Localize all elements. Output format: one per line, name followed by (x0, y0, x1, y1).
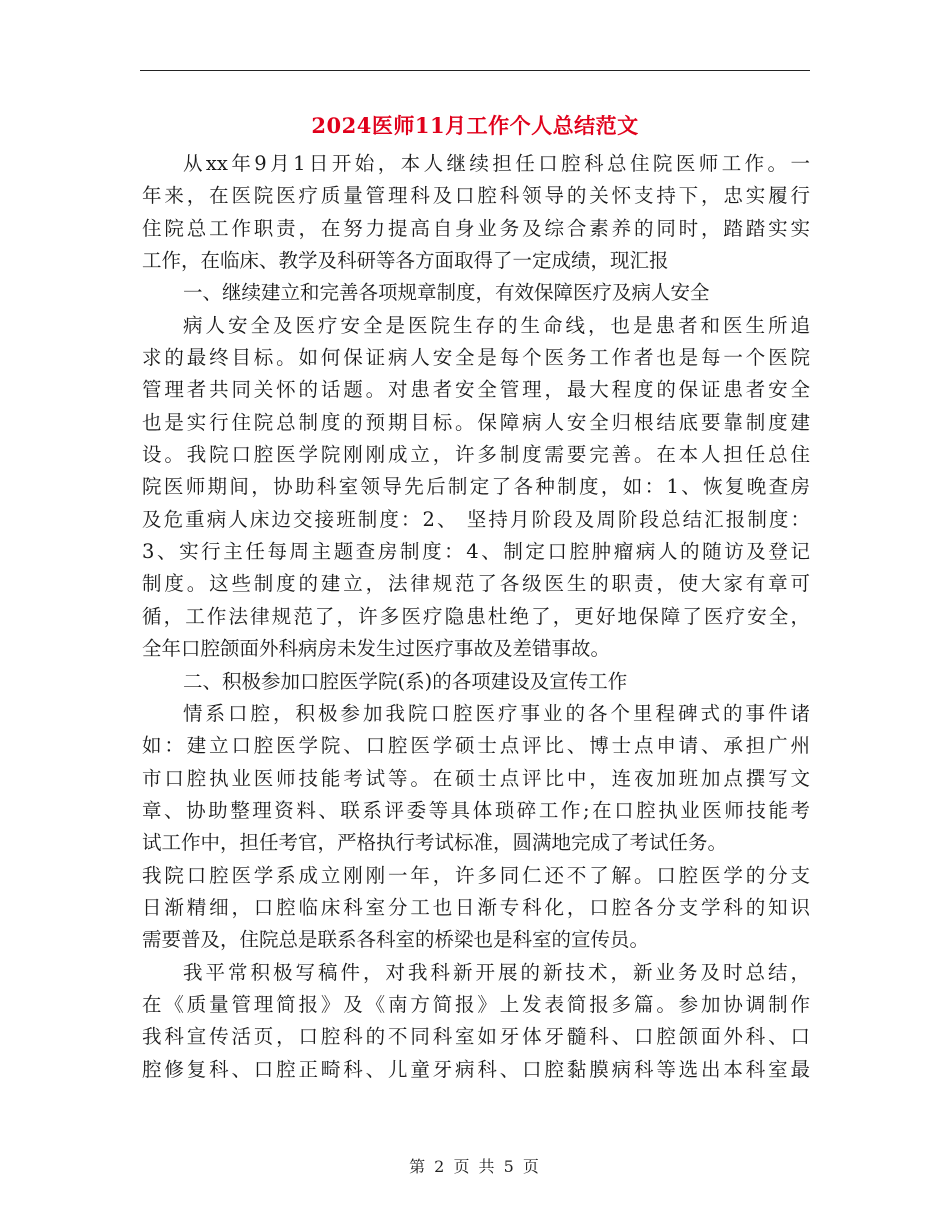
text-line: 从xx年9月1日开始，本人继续担任口腔科总住院医师工作。一 (183, 152, 810, 175)
text-line: 及危重病人床边交接班制度：2、 坚持月阶段及周阶段总结汇报制度： (142, 507, 810, 531)
text-line: 也是实行住院总制度的预期目标。保障病人安全归根结底要靠制度建 (142, 410, 810, 434)
text-line: 住院总工作职责，在努力提高自身业务及综合素养的同时，踏踏实实 (142, 216, 810, 240)
text-line: 在《质量管理简报》及《南方简报》上发表简报多篇。参加协调制作 (142, 992, 810, 1016)
text-line: 院医师期间，协助科室领导先后制定了各种制度，如：1、恢复晚查房 (142, 475, 810, 499)
text-line: 我院口腔医学系成立刚刚一年，许多同仁还不了解。口腔医学的分支 (142, 863, 810, 887)
text-line: 3、实行主任每周主题查房制度：4、制定口腔肿瘤病人的随访及登记 (142, 540, 810, 564)
text-line: 求的最终目标。如何保证病人安全是每个医务工作者也是每一个医院 (142, 346, 810, 370)
text-line: 病人安全及医疗安全是医院生存的生命线，也是患者和医生所追 (183, 313, 810, 337)
text-line: 我科宣传活页，口腔科的不同科室如牙体牙髓科、口腔颌面外科、口 (142, 1025, 810, 1049)
document-title: 2024医师11月工作个人总结范文 (311, 113, 639, 138)
document-body (142, 148, 810, 1086)
text-line: 全年口腔颌面外科病房未发生过医疗事故及差错事故。 (142, 637, 611, 661)
header-rule (140, 70, 810, 71)
text-line: 如：建立口腔医学院、口腔医学硕士点评比、博士点申请、承担广州 (142, 734, 810, 758)
text-line: 一、继续建立和完善各项规章制度，有效保障医疗及病人安全 (183, 281, 710, 305)
page-footer: 第 2 页 共 5 页 (409, 1157, 541, 1176)
text-line: 年来，在医院医疗质量管理科及口腔科领导的关怀支持下，忠实履行 (142, 184, 810, 208)
text-line: 市口腔执业医师技能考试等。在硕士点评比中，连夜加班加点撰写文 (142, 766, 810, 790)
text-line: 管理者共同关怀的话题。对患者安全管理，最大程度的保证患者安全 (142, 378, 810, 402)
text-line: 需要普及，住院总是联系各科室的桥梁也是科室的宣传员。 (142, 928, 650, 952)
text-line: 章、协助整理资料、联系评委等具体琐碎工作;在口腔执业医师技能考 (142, 798, 810, 822)
text-line: 工作，在临床、教学及科研等各方面取得了一定成绩，现汇报 (142, 249, 669, 273)
text-line: 情系口腔，积极参加我院口腔医疗事业的各个里程碑式的事件诸 (183, 701, 810, 725)
text-line: 日渐精细，口腔临床科室分工也日渐专科化，口腔各分支学科的知识 (142, 895, 810, 919)
text-line: 循，工作法律规范了，许多医疗隐患杜绝了，更好地保障了医疗安全， (142, 604, 810, 628)
text-line: 试工作中，担任考官，严格执行考试标准，圆满地完成了考试任务。 (142, 831, 728, 855)
text-line: 腔修复科、口腔正畸科、儿童牙病科、口腔黏膜病科等选出本科室最 (142, 1057, 810, 1081)
text-line: 二、积极参加口腔医学院(系)的各项建设及宣传工作 (183, 669, 628, 693)
text-line: 我平常积极写稿件，对我科新开展的新技术，新业务及时总结， (183, 960, 810, 984)
text-line: 制度。这些制度的建立，法律规范了各级医生的职责，使大家有章可 (142, 572, 810, 596)
text-line: 设。我院口腔医学院刚刚成立，许多制度需要完善。在本人担任总住 (142, 443, 810, 467)
